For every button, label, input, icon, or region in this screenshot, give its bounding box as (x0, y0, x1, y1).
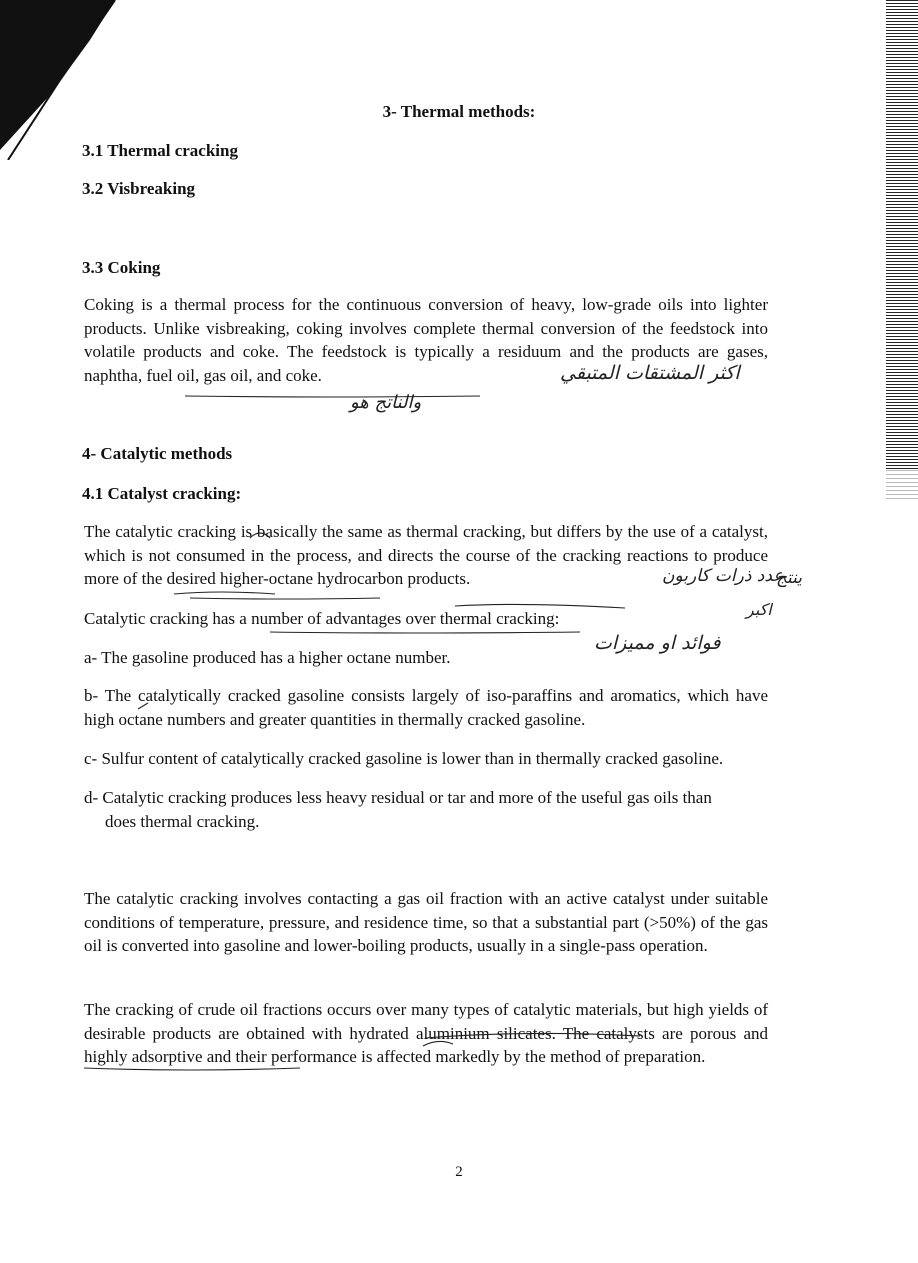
page-number: 2 (455, 1164, 463, 1180)
coking-paragraph: Coking is a thermal process for the continuous conversion of heavy, low-grade oils into lighter products. Unlike visbreaking, coking involves complete thermal conversion of the feedstock into volatile products and coke. The feedstock is typically a residuum and the products are gases, naphtha, fuel oil, gas oil, and coke. (84, 295, 768, 385)
handwritten-note-produces: ينتج (776, 568, 802, 588)
handwritten-note-advantages: فوائد او مميزات (594, 632, 721, 654)
advantage-d-first: d- Catalytic cracking produces less heavy residual or tar and more of the useful gas oils than (84, 788, 712, 807)
underline-produce-more (174, 592, 275, 594)
handwritten-note-larger: اكبر (746, 600, 772, 619)
underline-coking-products (185, 396, 480, 397)
underline-higher-octane (190, 598, 380, 599)
advantage-b: b- The catalytically cracked gasoline consists largely of iso-paraffins and aromatics, which have high octane numbers and greater quantities in thermally cracked gasoline. (84, 686, 768, 729)
catalytic-cracking-paragraph: The catalytic cracking is basically the same as thermal cracking, but differs by the use of a catalyst, which is not consumed in the process, and directs the course of the cracking reactions to produce more of the desired higher-octane hydrocarbon products. (84, 522, 768, 588)
page-corner-fold (0, 0, 140, 160)
scan-edge-stripes (886, 0, 918, 470)
handwritten-note-coking-1: اكثر المشتقات المتبقي (560, 362, 740, 384)
page-title: 3- Thermal methods: (382, 102, 536, 121)
heading-catalyst-cracking: 4.1 Catalyst cracking: (82, 484, 242, 503)
heading-coking: 3.3 Coking (82, 258, 161, 277)
advantage-d-second: does thermal cracking. (105, 811, 260, 831)
process-paragraph: The catalytic cracking involves contacting a gas oil fraction with an active catalyst under suitable conditions of temperature, pressure, and residence time, so that a substantial part (>50%) of the gas oil is converted into gasoline and lower-boiling products, usually in a single-pass operation. (84, 889, 768, 955)
heading-visbreaking: 3.2 Visbreaking (82, 179, 196, 198)
handwritten-note-coking-2: والناتج هو (350, 392, 422, 413)
advantage-d (84, 786, 768, 833)
underline-advantages (270, 632, 580, 633)
heading-thermal-cracking: 3.1 Thermal cracking (82, 141, 238, 160)
scan-edge-faint (886, 470, 918, 500)
advantage-a: a- The gasoline produced has a higher octane number. (84, 648, 451, 667)
advantages-intro: Catalytic cracking has a number of advantages over thermal cracking: (84, 609, 560, 628)
handwritten-note-carbon-count: عدد ذرات كاربون (662, 566, 784, 586)
advantage-c: c- Sulfur content of catalytically cracked gasoline is lower than in thermally cracked gasoline. (84, 749, 724, 768)
heading-catalytic-methods: 4- Catalytic methods (82, 444, 233, 463)
materials-paragraph: The cracking of crude oil fractions occurs over many types of catalytic materials, but high yields of desirable products are obtained with hydrated aluminium silicates. The catalysts are porous and highly adsorptive and their performance is affected markedly by the method of preparation. (84, 1000, 768, 1066)
